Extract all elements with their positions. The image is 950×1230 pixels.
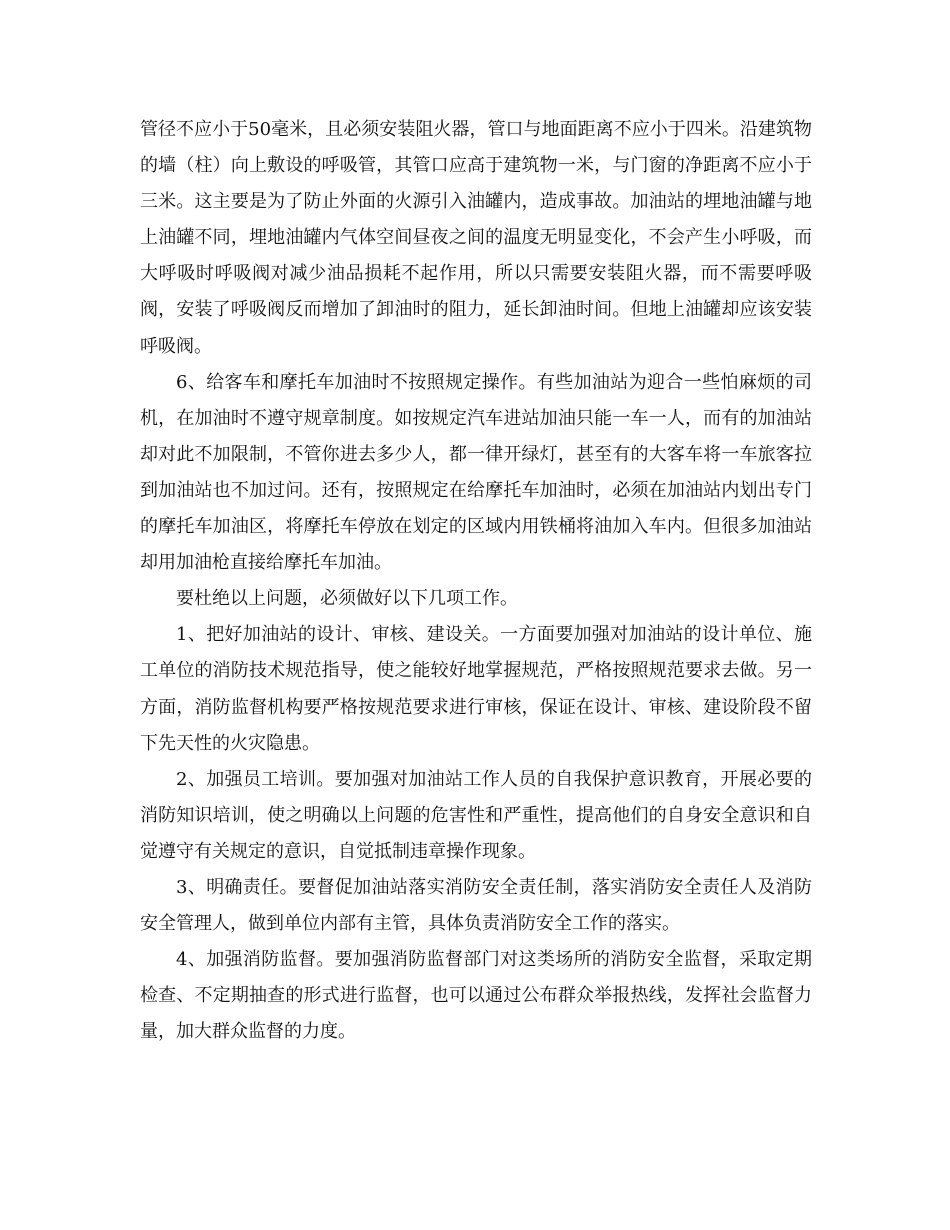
paragraph-measure-2-staff-training: 2、加强员工培训。要加强对加油站工作人员的自我保护意识教育，开展必要的消防知识培训，使之明确以上问题的危害性和严重性，提高他们的自身安全意识和自觉遵守有关规定的意识，自觉抵制违章操作现象。 — [140, 768, 812, 862]
paragraph-item-6-refueling-operation: 6、给客车和摩托车加油时不按照规定操作。有些加油站为迎合一些怕麻烦的司机，在加油时不遵守规章制度。如按规定汽车进站加油只能一车一人，而有的加油站却对此不加限制，不管你进去多少人，都一律开绿灯，甚至有的大客车将一车旅客拉到加油站也不加过问。还有，按照规定在给摩托车加油时，必须在加油站内划出专门的摩托车加油区，将摩托车停放在划定的区域内用铁桶将油加入车内。但很多加油站却用加油枪直接给摩托车加油。 — [140, 371, 812, 574]
paragraph-measure-1-design-review: 1、把好加油站的设计、审核、建设关。一方面要加强对加油站的设计单位、施工单位的消防技术规范指导，使之能较好地掌握规范，严格按照规范要求去做。另一方面，消防监督机构要严格按规范要求进行审核，保证在设计、审核、建设阶段不留下先天性的火灾隐患。 — [140, 624, 812, 754]
document-body — [140, 112, 812, 1050]
paragraph-measure-3-responsibility: 3、明确责任。要督促加油站落实消防安全责任制，落实消防安全责任人及消防安全管理人，做到单位内部有主管，具体负责消防安全工作的落实。 — [140, 876, 812, 935]
paragraph-measures-intro: 要杜绝以上问题，必须做好以下几项工作。 — [176, 588, 518, 610]
paragraph-breather-pipe: 管径不应小于50毫米，且必须安装阻火器，管口与地面距离不应小于四米。沿建筑物的墙（柱）向上敷设的呼吸管，其管口应高于建筑物一米，与门窗的净距离不应小于三米。这主要是为了防止外面的火源引入油罐内，造成事故。加油站的埋地油罐与地上油罐不同，埋地油罐内气体空间昼夜之间的温度无明显变化，不会产生小呼吸，而大呼吸时呼吸阀对减少油品损耗不起作用，所以只需要安装阻火器，而不需要呼吸阀，安装了呼吸阀反而增加了卸油时的阻力，延长卸油时间。但地上油罐却应该安装呼吸阀。 — [140, 119, 812, 357]
paragraph-measure-4-supervision: 4、加强消防监督。要加强消防监督部门对这类场所的消防安全监督，采取定期检查、不定期抽查的形式进行监督，也可以通过公布群众举报热线，发挥社会监督力量，加大群众监督的力度。 — [140, 949, 812, 1043]
